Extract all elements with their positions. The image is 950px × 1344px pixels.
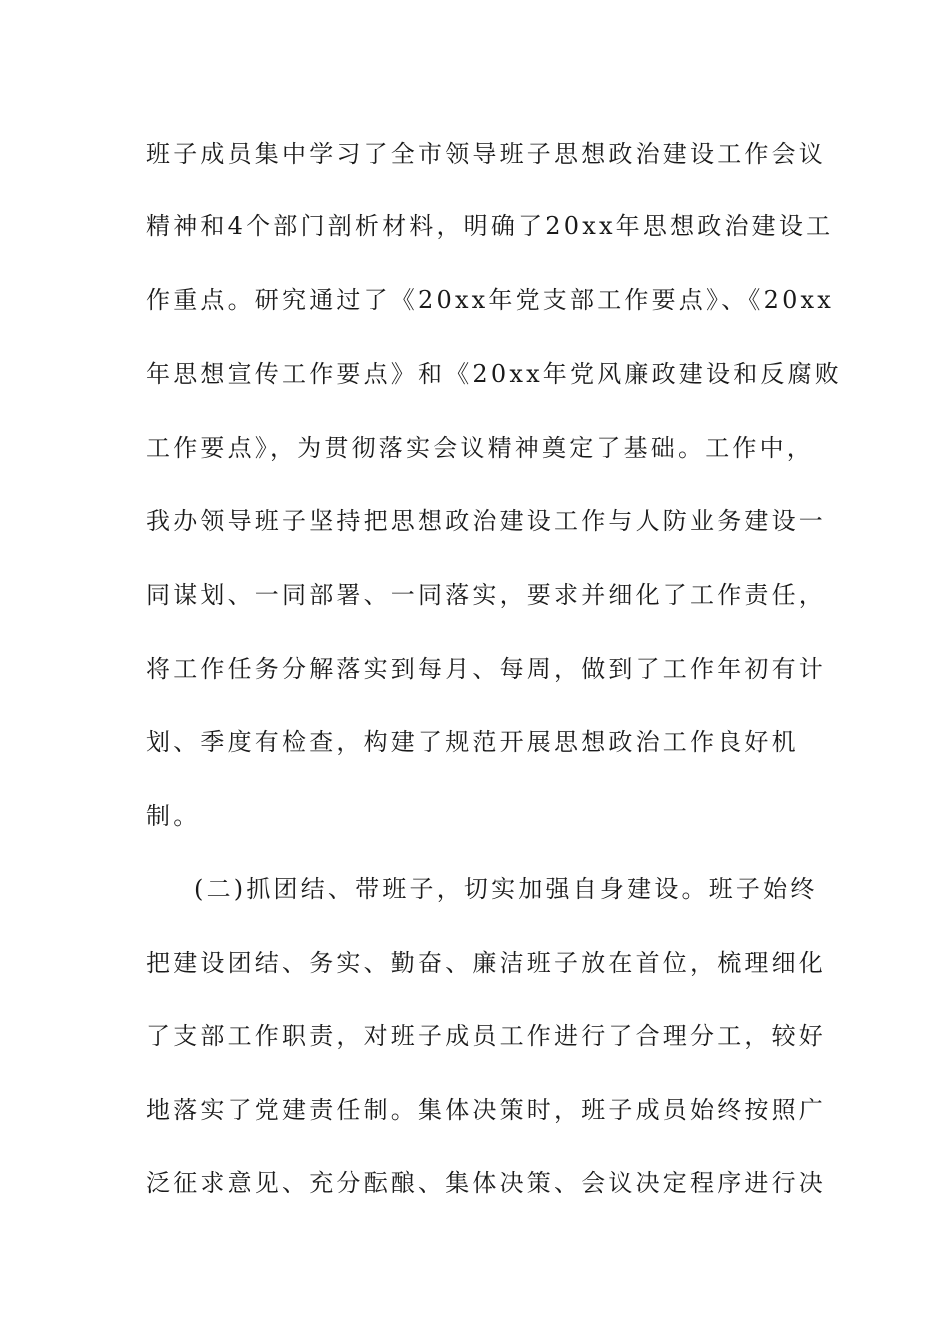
text-line: 我办领导班子坚持把思想政治建设工作与人防业务建设一 xyxy=(146,507,826,535)
text-line: 同谋划、一同部署、一同落实，要求并细化了工作责任， xyxy=(146,581,826,609)
text-line: 班子成员集中学习了全市领导班子思想政治建设工作会议 xyxy=(146,140,826,168)
text-line: 工作要点》，为贯彻落实会议精神奠定了基础。工作中， xyxy=(146,434,814,462)
text-line: 了支部工作职责，对班子成员工作进行了合理分工，较好 xyxy=(146,1022,826,1050)
text-line: 作重点。研究通过了《20xx年党支部工作要点》、《20xx xyxy=(146,286,835,314)
text-line: 精神和4个部门剖析材料，明确了20xx年思想政治建设工 xyxy=(146,212,834,240)
paragraph-start-line: (二)抓团结、带班子，切实加强自身建设。班子始终 xyxy=(194,875,818,903)
text-line: 泛征求意见、充分酝酿、集体决策、会议决定程序进行决 xyxy=(146,1169,826,1197)
text-line: 年思想宣传工作要点》和《20xx年党风廉政建设和反腐败 xyxy=(146,360,843,388)
text-line: 划、季度有检查，构建了规范开展思想政治工作良好机 xyxy=(146,728,799,756)
text-line: 将工作任务分解落实到每月、每周，做到了工作年初有计 xyxy=(146,655,826,683)
text-line: 把建设团结、务实、勤奋、廉洁班子放在首位，梳理细化 xyxy=(146,949,826,977)
text-line: 制。 xyxy=(146,802,201,830)
text-line: 地落实了党建责任制。集体决策时，班子成员始终按照广 xyxy=(146,1096,826,1124)
